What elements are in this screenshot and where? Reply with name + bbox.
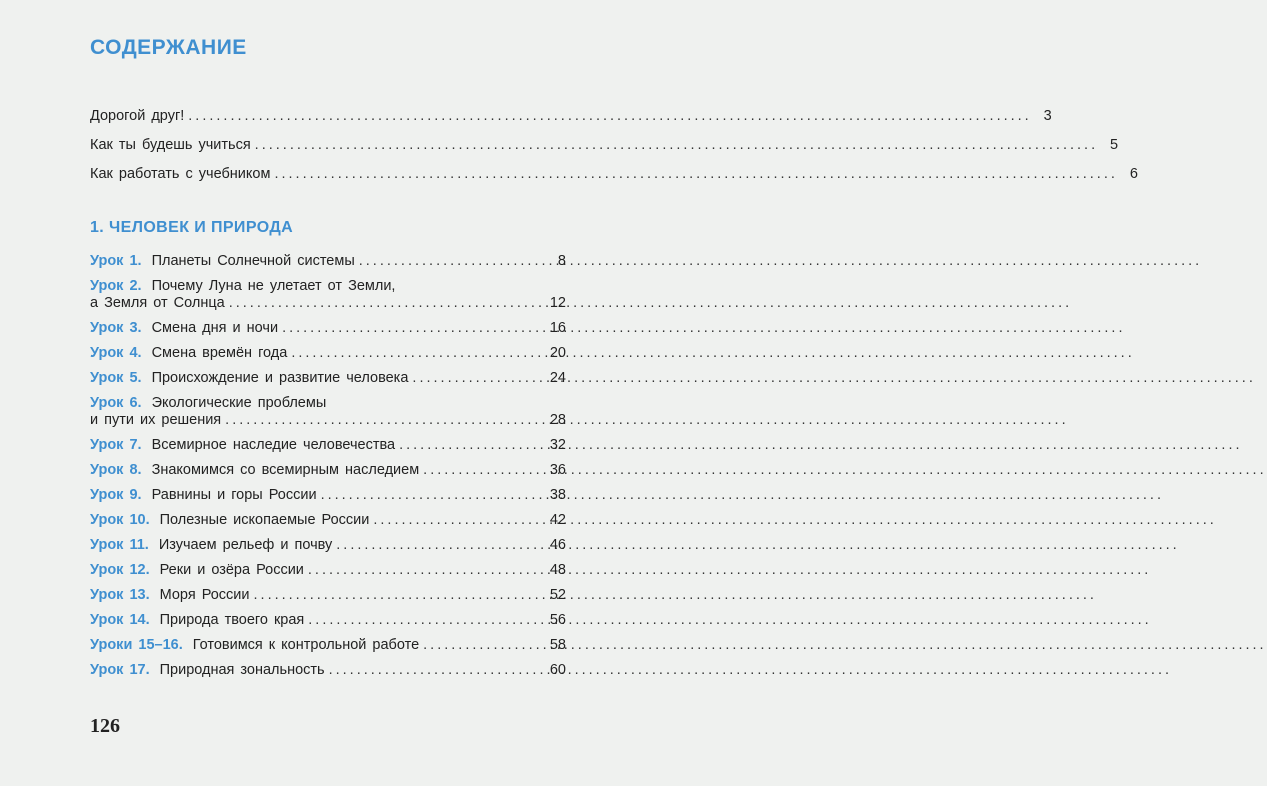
lesson-number: Урок 12. xyxy=(90,562,150,578)
entry-page: 56 xyxy=(549,612,566,628)
entry-title: Изучаем рельеф и почву xyxy=(158,537,333,553)
dot-leader xyxy=(308,562,546,579)
dot-leader xyxy=(274,166,1117,183)
entry-title: и пути их решения xyxy=(90,412,222,428)
toc-entry[interactable] xyxy=(90,587,566,604)
dot-leader xyxy=(188,108,1031,125)
dot-leader xyxy=(412,370,545,387)
entry-title: Реки и озёра России xyxy=(159,562,304,578)
toc-entry[interactable] xyxy=(90,562,566,579)
entry-page: 28 xyxy=(549,412,566,428)
dot-leader xyxy=(359,253,546,270)
entry-page: 24 xyxy=(549,370,566,386)
toc-entry[interactable] xyxy=(90,512,566,529)
entry-title-line1: Почему Луна не улетает от Земли, xyxy=(151,278,396,294)
lesson-number: Урок 2. xyxy=(90,278,142,294)
entry-title: Природа твоего края xyxy=(159,612,305,628)
lesson-list xyxy=(90,253,566,687)
lesson-number: Урок 11. xyxy=(90,537,149,553)
entry-page: 42 xyxy=(549,512,566,528)
page-title: СОДЕРЖАНИЕ xyxy=(90,36,247,59)
section-heading: 1. ЧЕЛОВЕК И ПРИРОДА xyxy=(90,219,294,236)
lesson-number: Урок 13. xyxy=(90,587,150,603)
toc-entry[interactable] xyxy=(90,166,1138,195)
toc-entry[interactable] xyxy=(90,278,566,312)
toc-entry[interactable] xyxy=(90,253,566,270)
dot-leader xyxy=(308,612,546,629)
dot-leader xyxy=(254,587,546,604)
entry-page: 32 xyxy=(549,437,566,453)
entry-page: 36 xyxy=(549,462,566,478)
page-number: 126 xyxy=(90,715,120,737)
entry-page: 46 xyxy=(549,537,566,553)
dot-leader xyxy=(423,462,546,479)
entry-title: Как работать с учебником xyxy=(90,166,271,182)
entry-page: 16 xyxy=(549,320,566,336)
toc-entry[interactable] xyxy=(90,370,566,387)
entry-title: Дорогой друг! xyxy=(90,108,185,124)
lesson-number: Урок 5. xyxy=(90,370,142,386)
entry-title: Происхождение и развитие человека xyxy=(151,370,409,386)
entry-title-line1: Экологические проблемы xyxy=(151,395,327,411)
entry-title: Полезные ископаемые России xyxy=(159,512,370,528)
entry-title: а Земля от Солнца xyxy=(90,295,225,311)
dot-leader xyxy=(329,662,546,679)
toc-entry[interactable] xyxy=(90,137,1119,166)
toc-entry[interactable] xyxy=(90,487,566,504)
entry-page: 48 xyxy=(549,562,566,578)
entry-page: 20 xyxy=(549,345,566,361)
lesson-number: Урок 7. xyxy=(90,437,142,453)
dot-leader xyxy=(423,637,546,654)
toc-entry[interactable] xyxy=(90,320,566,337)
lesson-number: Уроки 15–16. xyxy=(90,637,183,653)
dot-leader xyxy=(399,437,546,454)
entry-title: Всемирное наследие человечества xyxy=(151,437,396,453)
dot-leader xyxy=(229,295,546,312)
lesson-number: Урок 9. xyxy=(90,487,142,503)
entry-page: 5 xyxy=(1110,137,1119,153)
dot-leader xyxy=(282,320,546,337)
lesson-number: Урок 4. xyxy=(90,345,142,361)
lesson-number: Урок 1. xyxy=(90,253,142,269)
entry-title: Моря России xyxy=(159,587,250,603)
entry-page: 3 xyxy=(1043,108,1052,124)
lesson-number: Урок 10. xyxy=(90,512,150,528)
intro-list xyxy=(90,108,1138,195)
lesson-number: Урок 6. xyxy=(90,395,142,411)
entry-title: Как ты будешь учиться xyxy=(90,137,251,153)
toc-entry[interactable] xyxy=(90,612,566,629)
toc-entry[interactable] xyxy=(90,108,1052,137)
entry-title: Готовимся к контрольной работе xyxy=(192,637,420,653)
dot-leader xyxy=(373,512,546,529)
toc-entry[interactable] xyxy=(90,662,566,679)
entry-page: 12 xyxy=(549,295,566,311)
toc-entry[interactable] xyxy=(90,395,566,429)
entry-page: 38 xyxy=(549,487,566,503)
entry-page: 52 xyxy=(549,587,566,603)
dot-leader xyxy=(336,537,546,554)
toc-entry[interactable] xyxy=(90,345,566,362)
dot-leader xyxy=(291,345,546,362)
entry-title: Планеты Солнечной системы xyxy=(151,253,355,269)
toc-entry[interactable] xyxy=(90,537,566,554)
toc-entry[interactable] xyxy=(90,637,566,654)
toc-entry[interactable] xyxy=(90,462,566,479)
entry-page: 60 xyxy=(549,662,566,678)
entry-title: Равнины и горы России xyxy=(151,487,317,503)
lesson-number: Урок 17. xyxy=(90,662,150,678)
dot-leader xyxy=(255,137,1098,154)
entry-page: 8 xyxy=(557,253,566,269)
entry-page: 6 xyxy=(1129,166,1138,182)
dot-leader xyxy=(321,487,546,504)
lesson-number: Урок 8. xyxy=(90,462,142,478)
dot-leader xyxy=(225,412,546,429)
lesson-number: Урок 14. xyxy=(90,612,150,628)
entry-title: Смена времён года xyxy=(151,345,288,361)
entry-title: Природная зональность xyxy=(159,662,325,678)
lesson-number: Урок 3. xyxy=(90,320,142,336)
entry-title: Знакомимся со всемирным наследием xyxy=(151,462,420,478)
entry-page: 58 xyxy=(549,637,566,653)
entry-title: Смена дня и ночи xyxy=(151,320,279,336)
toc-entry[interactable] xyxy=(90,437,566,454)
